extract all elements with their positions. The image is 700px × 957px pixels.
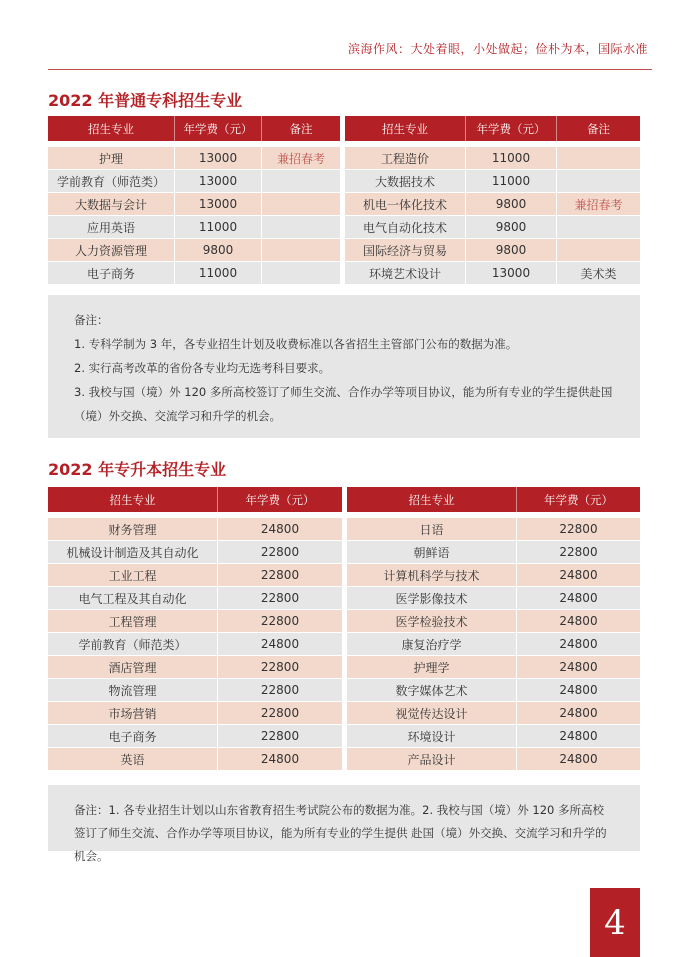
fee-cell: 22800	[218, 587, 342, 609]
major-cell: 电子商务	[48, 725, 218, 747]
upgrade-table-left	[48, 486, 342, 771]
note-cell: 兼招春考	[557, 193, 640, 215]
major-cell: 工业工程	[48, 564, 218, 586]
fee-cell: 9800	[466, 193, 557, 215]
table-row	[48, 564, 342, 586]
major-cell: 财务管理	[48, 518, 218, 540]
fee-cell: 24800	[517, 702, 640, 724]
major-cell: 机械设计制造及其自动化	[48, 541, 218, 563]
major-cell: 计算机科学与技术	[347, 564, 517, 586]
table-row	[48, 587, 342, 609]
table-row	[48, 725, 342, 747]
table-row	[347, 748, 640, 770]
fee-cell: 13000	[466, 262, 557, 284]
column-header-fee: 年学费（元）	[218, 487, 342, 512]
fee-cell: 24800	[218, 633, 342, 655]
fee-cell: 11000	[466, 147, 557, 169]
major-cell: 英语	[48, 748, 218, 770]
table-row	[48, 193, 340, 215]
table-row	[48, 262, 340, 284]
fee-cell: 11000	[175, 216, 262, 238]
table-row	[48, 147, 340, 169]
major-cell: 电气自动化技术	[345, 216, 466, 238]
note-cell	[557, 239, 640, 261]
table-row	[347, 587, 640, 609]
fee-cell: 9800	[466, 216, 557, 238]
fee-cell: 22800	[218, 541, 342, 563]
fee-cell: 24800	[517, 725, 640, 747]
major-cell: 数字媒体艺术	[347, 679, 517, 701]
table-row	[48, 541, 342, 563]
major-cell: 视觉传达设计	[347, 702, 517, 724]
fee-cell: 24800	[517, 656, 640, 678]
major-cell: 工程造价	[345, 147, 466, 169]
vocational-table-right	[345, 115, 640, 285]
upgrade-table-right	[347, 486, 640, 771]
note-cell	[262, 216, 340, 238]
fee-cell: 22800	[517, 518, 640, 540]
table-row	[48, 518, 342, 540]
note-cell: 美术类	[557, 262, 640, 284]
table-row	[347, 656, 640, 678]
fee-cell: 22800	[218, 564, 342, 586]
upgrade-notes	[48, 785, 640, 863]
column-header-fee: 年学费（元）	[466, 116, 557, 141]
fee-cell: 11000	[466, 170, 557, 192]
fee-cell: 13000	[175, 170, 262, 192]
table-row	[345, 216, 640, 238]
major-cell: 应用英语	[48, 216, 175, 238]
note-item: 3. 我校与国（境）外 120 多所高校签订了师生交流、合作办学等项目协议，能为所有专业的学生提供赴国（境）外交换、交流学习和升学的机会。	[74, 385, 613, 423]
note-item: 2. 实行高考改革的省份各专业均无选考科目要求。	[74, 361, 331, 375]
fee-cell: 22800	[218, 702, 342, 724]
fee-cell: 9800	[466, 239, 557, 261]
major-cell: 机电一体化技术	[345, 193, 466, 215]
table-row	[347, 725, 640, 747]
major-cell: 医学检验技术	[347, 610, 517, 632]
table-row	[347, 564, 640, 586]
major-cell: 学前教育（师范类）	[48, 170, 175, 192]
table-row	[48, 633, 342, 655]
major-cell: 大数据与会计	[48, 193, 175, 215]
note-cell: 兼招春考	[262, 147, 340, 169]
major-cell: 环境艺术设计	[345, 262, 466, 284]
notes-title: 备注：	[74, 313, 109, 327]
major-cell: 康复治疗学	[347, 633, 517, 655]
major-cell: 大数据技术	[345, 170, 466, 192]
major-cell: 工程管理	[48, 610, 218, 632]
note-item: 1. 专科学制为 3 年，各专业招生计划及收费标准以各省招生主管部门公布的数据为准。	[74, 337, 518, 351]
fee-cell: 24800	[517, 748, 640, 770]
note-cell	[262, 239, 340, 261]
major-cell: 酒店管理	[48, 656, 218, 678]
column-header-major: 招生专业	[48, 116, 175, 141]
major-cell: 物流管理	[48, 679, 218, 701]
column-header-note: 备注	[557, 116, 640, 141]
note-cell	[262, 170, 340, 192]
vocational-table-left	[48, 115, 340, 285]
table-row	[48, 748, 342, 770]
table-row	[48, 170, 340, 192]
header-divider	[48, 69, 652, 70]
fee-cell: 24800	[218, 748, 342, 770]
table-row	[345, 170, 640, 192]
table-row	[347, 541, 640, 563]
table-row	[345, 147, 640, 169]
major-cell: 国际经济与贸易	[345, 239, 466, 261]
table-row	[347, 702, 640, 724]
fee-cell: 22800	[218, 725, 342, 747]
note-cell	[557, 170, 640, 192]
column-header-fee: 年学费（元）	[175, 116, 262, 141]
major-cell: 护理学	[347, 656, 517, 678]
table-row	[48, 702, 342, 724]
note-cell	[557, 147, 640, 169]
section-title-upgrade: 2022 年专升本招生专业	[48, 460, 227, 479]
major-cell: 学前教育（师范类）	[48, 633, 218, 655]
fee-cell: 24800	[517, 679, 640, 701]
table-row	[48, 679, 342, 701]
fee-cell: 11000	[175, 262, 262, 284]
note-cell	[557, 216, 640, 238]
column-header-major: 招生专业	[345, 116, 466, 141]
major-cell: 护理	[48, 147, 175, 169]
note-text: 备注：1. 各专业招生计划以山东省教育招生考试院公布的数据为准。2. 我校与国（境）外 120 多所高校签订了师生交流、合作办学等项目协议，能为所有专业的学生提供 赴国（境）外交换、交流学习和升学的机会。	[74, 803, 607, 863]
fee-cell: 24800	[517, 610, 640, 632]
fee-cell: 13000	[175, 147, 262, 169]
major-cell: 朝鲜语	[347, 541, 517, 563]
school-motto: 滨海作风：大处着眼，小处做起；俭朴为本，国际水准	[347, 42, 648, 56]
fee-cell: 9800	[175, 239, 262, 261]
vocational-notes	[48, 295, 640, 438]
table-row	[48, 239, 340, 261]
table-row	[347, 518, 640, 540]
major-cell: 环境设计	[347, 725, 517, 747]
fee-cell: 22800	[218, 656, 342, 678]
table-row	[347, 679, 640, 701]
major-cell: 电气工程及其自动化	[48, 587, 218, 609]
table-row	[48, 610, 342, 632]
note-cell	[262, 193, 340, 215]
table-row	[48, 656, 342, 678]
major-cell: 市场营销	[48, 702, 218, 724]
table-row	[345, 193, 640, 215]
major-cell: 人力资源管理	[48, 239, 175, 261]
fee-cell: 24800	[517, 633, 640, 655]
table-row	[347, 633, 640, 655]
fee-cell: 22800	[517, 541, 640, 563]
table-row	[48, 216, 340, 238]
table-row	[347, 610, 640, 632]
fee-cell: 24800	[517, 564, 640, 586]
fee-cell: 24800	[517, 587, 640, 609]
major-cell: 电子商务	[48, 262, 175, 284]
section-title-vocational: 2022 年普通专科招生专业	[48, 91, 243, 110]
major-cell: 产品设计	[347, 748, 517, 770]
fee-cell: 22800	[218, 679, 342, 701]
fee-cell: 22800	[218, 610, 342, 632]
page-number: 4	[590, 888, 640, 957]
column-header-major: 招生专业	[347, 487, 517, 512]
fee-cell: 13000	[175, 193, 262, 215]
fee-cell: 24800	[218, 518, 342, 540]
table-row	[345, 239, 640, 261]
major-cell: 医学影像技术	[347, 587, 517, 609]
column-header-major: 招生专业	[48, 487, 218, 512]
column-header-fee: 年学费（元）	[517, 487, 640, 512]
column-header-note: 备注	[262, 116, 340, 141]
major-cell: 日语	[347, 518, 517, 540]
note-cell	[262, 262, 340, 284]
table-row	[345, 262, 640, 284]
